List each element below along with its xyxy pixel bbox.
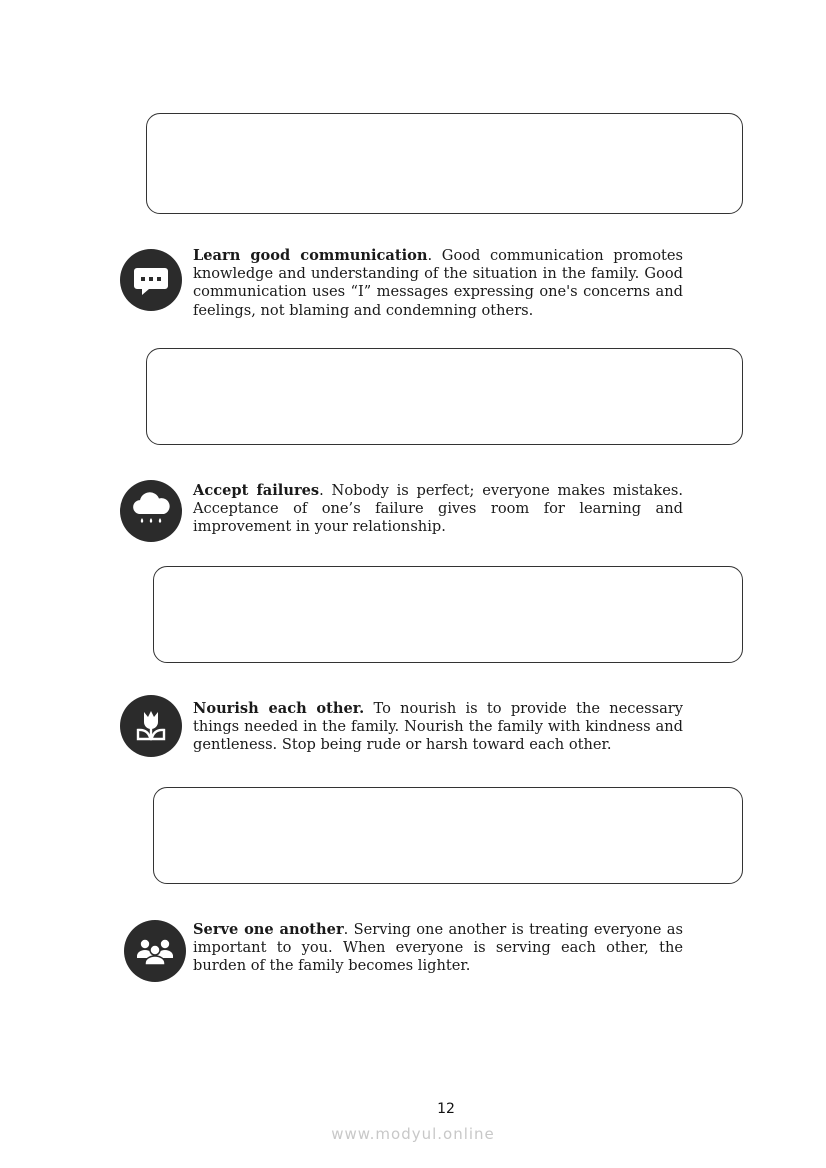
- group-people-icon: [124, 920, 186, 982]
- item-description: . Good communication promotes knowledge and understanding of the situation in the family. Good communication uses “I” messages expressing one's concerns and feelings, not blaming and condemning others.: [193, 247, 683, 319]
- answer-box-2[interactable]: [146, 348, 743, 445]
- item-description: . Serving one another is treating everyone as important to you. When everyone is serving each other, the burden of the family becomes lighter.: [193, 921, 683, 975]
- item-description: . Nobody is perfect; everyone makes mistakes. Acceptance of one’s failure gives room for learning and improvement in your relationship.: [193, 482, 683, 536]
- speech-bubble-icon: [120, 249, 182, 311]
- watermark: www.modyul.online: [331, 1125, 495, 1143]
- answer-box-3[interactable]: [153, 566, 743, 663]
- list-item: [193, 700, 683, 755]
- flower-icon: [120, 695, 182, 757]
- list-item: [193, 482, 683, 537]
- item-title: Learn good communication: [193, 247, 428, 264]
- answer-box-4[interactable]: [153, 787, 743, 884]
- list-item: [193, 921, 683, 976]
- list-item: [193, 247, 683, 320]
- item-title: Accept failures: [193, 482, 320, 499]
- page-number: 12: [437, 1101, 455, 1117]
- answer-box-1[interactable]: [146, 113, 743, 214]
- rain-cloud-icon: [120, 480, 182, 542]
- item-description: To nourish is to provide the necessary things needed in the family. Nourish the family with kindness and gentleness. Stop being rude or harsh toward each other.: [193, 700, 683, 754]
- item-title: Nourish each other.: [193, 700, 365, 717]
- item-title: Serve one another: [193, 921, 344, 938]
